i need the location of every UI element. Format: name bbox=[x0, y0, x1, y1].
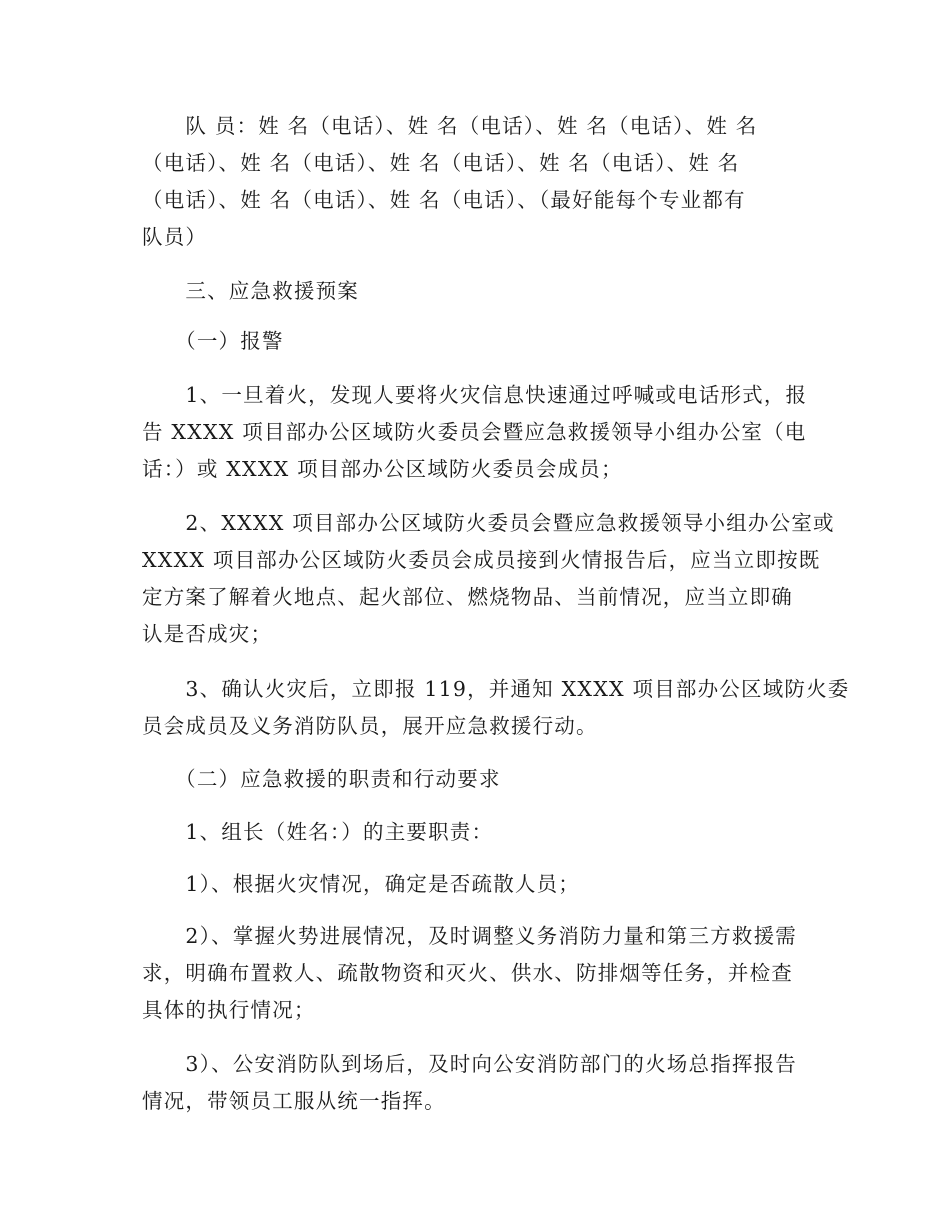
text-line: 认是否成灾； bbox=[142, 622, 273, 646]
text-line: 三、应急救援预案 bbox=[142, 279, 359, 303]
text-line: 队 员：姓 名（电话）、姓 名（电话）、姓 名（电话）、姓 名 bbox=[142, 114, 758, 138]
paragraph-duty-1-3 bbox=[142, 1046, 810, 1120]
text-line: 1）、根据火灾情况，确定是否疏散人员； bbox=[142, 872, 580, 896]
paragraph-duty-1-1 bbox=[142, 866, 810, 903]
text-line: 具体的执行情况； bbox=[142, 998, 316, 1022]
paragraph-item-3 bbox=[142, 671, 850, 745]
text-line: 3）、公安消防队到场后，及时向公安消防部门的火场总指挥报告 bbox=[142, 1052, 797, 1076]
text-line: 定方案了解着火地点、起火部位、燃烧物品、当前情况，应当立即确 bbox=[142, 585, 793, 609]
text-line: （一）报警 bbox=[142, 329, 284, 353]
text-line: 求，明确布置救人、疏散物资和灭火、供水、防排烟等任务，并检查 bbox=[142, 961, 793, 985]
section-heading-3 bbox=[142, 273, 810, 310]
text-line: XXXX 项目部办公区域防火委员会成员接到火情报告后，应当立即按既 bbox=[142, 548, 821, 572]
paragraph-members bbox=[142, 108, 810, 256]
paragraph-duty-1 bbox=[142, 814, 810, 851]
subheading-alarm bbox=[142, 323, 810, 360]
paragraph-duty-1-2 bbox=[142, 918, 810, 1029]
text-line: 话：）或 XXXX 项目部办公区域防火委员会成员； bbox=[142, 457, 623, 481]
text-line: 1、一旦着火，发现人要将火灾信息快速通过呼喊或电话形式，报 bbox=[142, 383, 808, 407]
text-line: 情况，带领员工服从统一指挥。 bbox=[142, 1089, 446, 1113]
text-line: 告 XXXX 项目部办公区域防火委员会暨应急救援领导小组办公室（电 bbox=[142, 420, 807, 444]
text-line: 2）、掌握火势进展情况，及时调整义务消防力量和第三方救援需 bbox=[142, 924, 797, 948]
text-line: 队员） bbox=[142, 225, 208, 249]
text-line: （电话）、姓 名（电话）、姓 名（电话）、姓 名（电话）、姓 名 bbox=[142, 151, 740, 175]
text-line: （二）应急救援的职责和行动要求 bbox=[142, 767, 501, 791]
text-line: （电话）、姓 名（电话）、姓 名（电话）、（最好能每个专业都有 bbox=[142, 188, 746, 212]
subheading-duties bbox=[142, 761, 810, 798]
paragraph-item-2 bbox=[142, 505, 835, 653]
paragraph-item-1 bbox=[142, 377, 810, 488]
text-line: 3、确认火灾后，立即报 119，并通知 XXXX 项目部办公区域防火委 bbox=[142, 677, 850, 701]
text-line: 2、XXXX 项目部办公区域防火委员会暨应急救援领导小组办公室或 bbox=[142, 511, 835, 535]
text-line: 1、组长（姓名：）的主要职责： bbox=[142, 820, 494, 844]
text-line: 员会成员及义务消防队员，展开应急救援行动。 bbox=[142, 714, 598, 738]
